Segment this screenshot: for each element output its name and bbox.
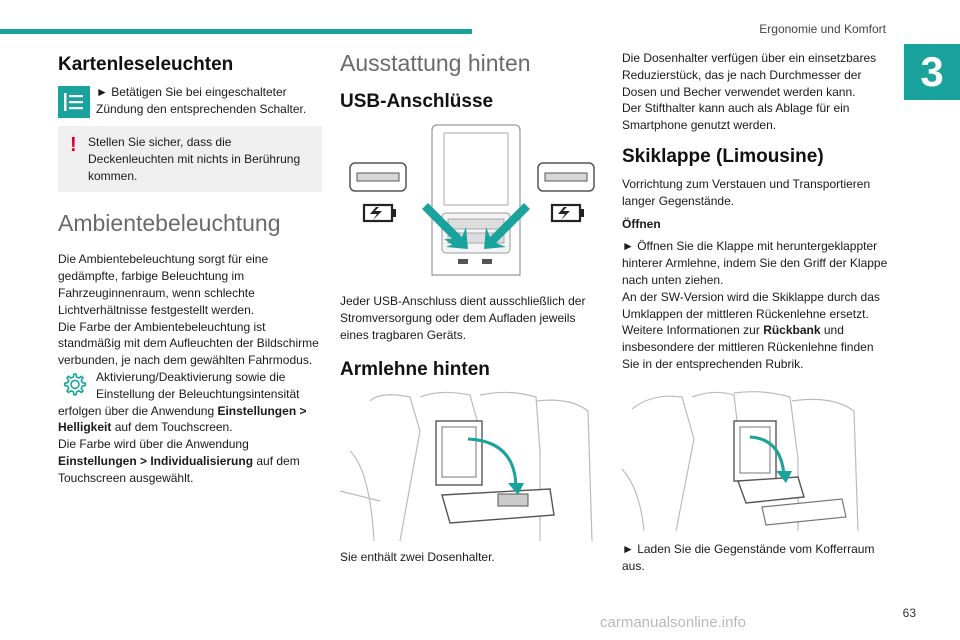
warning-icon: !	[70, 134, 77, 156]
column-1	[58, 50, 322, 487]
armrest-illustration	[340, 391, 602, 541]
ambiente-paragraph-2: Die Farbe der Ambientebeleuchtung ist standmäßig mit dem Aufleuchten der Bildschirme verbunden, je nach dem gewählten Fahrmodus.	[58, 319, 319, 368]
step-text: ► Betätigen Sie bei eingeschalteter Zündung den entsprechenden Schalter.	[96, 85, 307, 116]
skiklappe-paragraph-2: ► Öffnen Sie die Klappe mit heruntergeklappter hinterer Armlehne, indem Sie den Griff der Klappe nach unten ziehen.	[622, 239, 888, 287]
heading-usb: USB-Anschlüsse	[340, 91, 494, 112]
heading-kartenleseleuchten: Kartenleseleuchten	[58, 54, 234, 75]
warning-box	[58, 126, 322, 192]
col3-paragraph-1: Die Dosenhalter verfügen über ein einsetzbares Reduzierstück, das je nach Durchmesser der Dosen und Becher verwendet werden kann.	[622, 51, 877, 99]
usb-text: Jeder USB-Anschluss dient ausschließlich der Stromversorgung oder dem Aufladen jeweils eines tragbaren Geräts.	[340, 294, 586, 342]
gear-icon	[58, 369, 90, 401]
watermark: carmanualsonline.info	[600, 614, 746, 631]
ambiente-paragraph-3-indent: Aktivierung/Deaktivierung sowie die Einstellung der Beleuchtungsintensität	[96, 369, 300, 401]
ski-hatch-illustration	[622, 389, 862, 531]
step-kartenleseleuchten	[58, 84, 322, 118]
heading-ausstattung-hinten: Ausstattung hinten	[340, 50, 531, 76]
ambiente-paragraph-1: Die Ambientebeleuchtung sorgt für eine gedämpfte, farbige Beleuchtung im Fahrzeuginnenraum, wenn schlechte Lichtverhältnisse festgestellt werden.	[58, 252, 269, 317]
skiklappe-paragraph-1: Vorrichtung zum Verstauen und Transportieren langer Gegenstände.	[622, 176, 871, 208]
chapter-number-badge: 3	[904, 44, 960, 100]
skiklappe-paragraph-5: ► Laden Sie die Gegenstände vom Kofferraum aus.	[622, 541, 875, 573]
heading-skiklappe: Skiklappe (Limousine)	[622, 145, 824, 167]
usb-illustration	[340, 123, 602, 285]
battery-charge-icon-left	[364, 205, 396, 221]
skiklappe-paragraph-4: Weitere Informationen zur Rückbank und insbesondere der mittleren Rückenlehne finden Sie in der entsprechenden Rubrik.	[622, 323, 874, 371]
skiklappe-subheading-oeffnen: Öffnen	[622, 216, 661, 231]
column-3	[622, 50, 890, 574]
heading-armlehne: Armlehne hinten	[340, 359, 490, 381]
warning-text: Stellen Sie sicher, dass die Deckenleuchten mit nichts in Berührung kommen.	[88, 135, 301, 183]
page-number: 63	[902, 606, 916, 620]
ambiente-paragraph-3: erfolgen über die Anwendung Einstellungen > Helligkeit auf dem Touchscreen.	[58, 403, 307, 435]
heading-ambientebeleuchtung: Ambientebeleuchtung	[58, 210, 281, 237]
ambiente-paragraph-4: Die Farbe wird über die Anwendung Einstellungen > Individualisierung auf dem Touchscreen ausgewählt.	[58, 437, 300, 485]
skiklappe-paragraph-3: An der SW-Version wird die Skiklappe durch das Umklappen der mittleren Rückenlehne ersetzt.	[622, 289, 880, 321]
column-2	[340, 50, 602, 566]
header-accent-bar	[0, 29, 472, 34]
battery-charge-icon-right	[552, 205, 584, 221]
reading-light-icon	[58, 86, 90, 118]
header-section-title: Ergonomie und Komfort	[759, 22, 886, 36]
ambiente-settings-block	[58, 369, 322, 436]
armlehne-text: Sie enthält zwei Dosenhalter.	[340, 550, 495, 565]
col3-paragraph-2: Der Stifthalter kann auch als Ablage für ein Smartphone genutzt werden.	[622, 101, 850, 133]
